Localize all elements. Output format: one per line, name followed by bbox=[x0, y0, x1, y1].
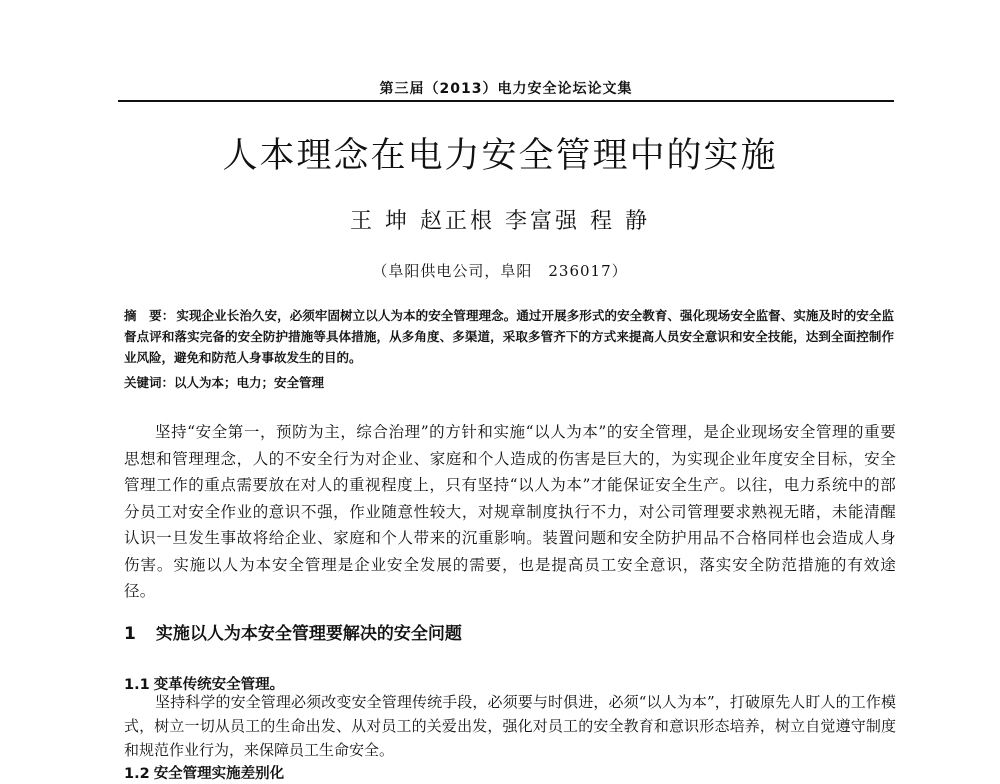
subsection-heading-next bbox=[124, 764, 894, 784]
subsection-title: 变革传统安全管理。 bbox=[153, 677, 285, 693]
subsection-number: 1.1 bbox=[124, 677, 150, 693]
subsection-paragraph: 坚持科学的安全管理必须改变安全管理传统手段，必须要与时俱进，必须“以人为本”，打破原先人盯人的工作模式，树立一切从员工的生命出发、从对员工的关爱出发，强化对员工的安全教育和意识形态培养，树立自觉遵守制度和规范作业行为，来保障员工生命安全。 bbox=[124, 693, 896, 759]
abstract bbox=[124, 305, 894, 368]
keywords bbox=[124, 372, 894, 393]
paper-title: 人本理念在电力安全管理中的实施 bbox=[222, 136, 778, 176]
affiliation: （阜阳供电公司，阜阳 236017） bbox=[372, 262, 628, 280]
author-list: 王 坤 赵正根 李富强 程 静 bbox=[350, 209, 650, 234]
keywords-text: 以人为本；电力；安全管理 bbox=[174, 375, 325, 390]
section-number: 1 bbox=[124, 624, 136, 644]
subsection-title-next: 安全管理实施差别化 bbox=[153, 766, 285, 782]
running-header: 第三届（2013）电力安全论坛论文集 bbox=[379, 81, 633, 97]
intro-paragraph: 坚持“安全第一，预防为主，综合治理”的方针和实施“以人为本”的安全管理，是企业现场安全管理的重要思想和管理理念，人的不安全行为对企业、家庭和个人造成的伤害是巨大的，为实现企业年度安全目标，安全管理工作的重点需要放在对人的重视程度上，只有坚持“以人为本”才能保证安全生产。以往，电力系统中的部分员工对安全作业的意识不强，作业随意性较大，对规章制度执行不力，对公司管理要求熟视无睹，未能清醒认识一旦发生事故将给企业、家庭和个人带来的沉重影响。装置问题和安全防护用品不合格同样也会造成人身伤害。实施以人为本安全管理是企业安全发展的需要，也是提高员工安全意识，落实安全防范措施的有效途径。 bbox=[124, 423, 896, 600]
section-title: 实施以人为本安全管理要解决的安全问题 bbox=[155, 624, 462, 644]
keywords-label: 关键词： bbox=[124, 375, 175, 390]
subsection-number-next: 1.2 bbox=[124, 766, 150, 782]
header-rule bbox=[118, 100, 894, 102]
section-heading bbox=[124, 619, 894, 644]
abstract-label: 摘 要： bbox=[124, 308, 175, 323]
abstract-text: 实现企业长治久安，必须牢固树立以人为本的安全管理理念。通过开展多形式的安全教育、强化现场安全监督、实施及时的安全监督点评和落实完备的安全防护措施等具体措施，从多角度、多渠道，采取多管齐下的方式来提高人员安全意识和安全技能，达到全面控制作业风险，避免和防范人身事故发生的目的。 bbox=[124, 308, 894, 365]
